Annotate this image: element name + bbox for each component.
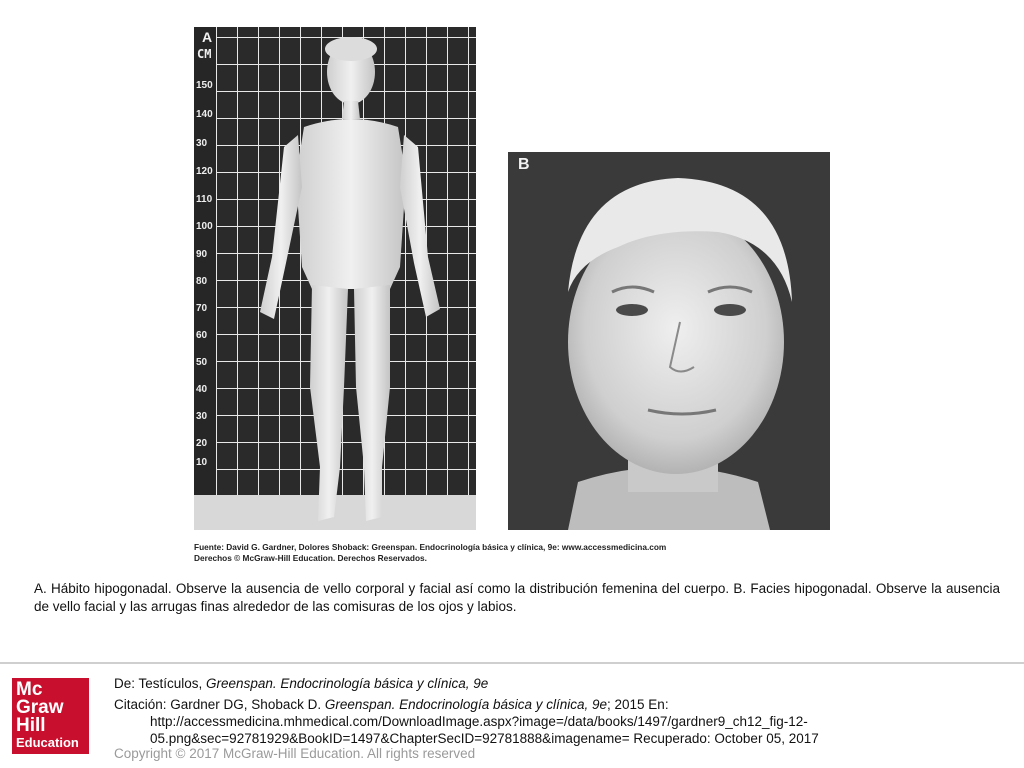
scale-tick: 10 xyxy=(196,457,208,468)
citation-book-title: Greenspan. Endocrinología básica y clínica, 9e xyxy=(324,697,608,712)
figure-rights: Derechos © McGraw-Hill Education. Derechos Reservados. xyxy=(194,553,427,563)
scale-tick: 20 xyxy=(196,438,208,449)
divider xyxy=(0,662,1024,664)
logo-line: Graw xyxy=(16,697,64,718)
scale-tick: 40 xyxy=(196,384,208,395)
panel-letter-b: B xyxy=(518,156,530,173)
panel-letter-a: A xyxy=(202,29,213,45)
mcgraw-hill-logo xyxy=(12,678,89,754)
logo-line: Mc xyxy=(16,679,43,700)
scale-tick: 30 xyxy=(196,411,208,422)
source-book-title: Greenspan. Endocrinología básica y clínica, 9e xyxy=(206,676,489,691)
scale-tick: 140 xyxy=(196,109,213,120)
scale-tick: 80 xyxy=(196,276,208,287)
scale-tick: 50 xyxy=(196,357,208,368)
citation-line xyxy=(114,697,669,712)
scale-tick: 150 xyxy=(196,80,213,91)
scale-tick: 100 xyxy=(196,221,213,232)
citation-suffix: ; 2015 En: xyxy=(607,697,669,712)
measurement-grid xyxy=(194,27,476,530)
source-chapter xyxy=(114,676,488,691)
figure-source: Fuente: David G. Gardner, Dolores Shoback: Greenspan. Endocrinología básica y clínica, 9e: www.accessmedicina.com xyxy=(194,542,667,552)
citation-url-line-1: http://accessmedicina.mhmedical.com/DownloadImage.aspx?image=/data/books/1497/gardner9_ch12_fig-12- xyxy=(150,714,808,729)
figure-photo-b xyxy=(508,152,830,530)
scale-tick: 30 xyxy=(196,138,208,149)
scale-tick: 90 xyxy=(196,249,208,260)
source-chapter-prefix: De: Testículos, xyxy=(114,676,207,691)
logo-line: Hill xyxy=(16,715,46,736)
scale-unit-label: CM xyxy=(197,47,212,61)
scale-tick: 110 xyxy=(196,194,213,205)
citation-prefix: Citación: Gardner DG, Shoback D. xyxy=(114,697,325,712)
figure-photo-a xyxy=(194,27,476,530)
scale-tick: 60 xyxy=(196,330,208,341)
scale-tick: 70 xyxy=(196,303,208,314)
logo-line: Education xyxy=(16,735,79,750)
citation-url-line-2: 05.png&sec=92781929&BookID=1497&ChapterSecID=92781888&imagename= Recuperado: October 05, 2017 xyxy=(150,731,819,746)
scale-tick: 120 xyxy=(196,166,213,177)
face-portrait xyxy=(508,152,830,530)
copyright-notice: Copyright © 2017 McGraw-Hill Education. All rights reserved xyxy=(114,746,476,761)
figure-caption: A. Hábito hipogonadal. Observe la ausencia de vello corporal y facial así como la distribución femenina del cuerpo. B. Facies hipogonadal. Observe la ausencia de vello facial y las arrugas finas alrededor de las comisuras de los ojos y labios. xyxy=(34,581,1000,614)
